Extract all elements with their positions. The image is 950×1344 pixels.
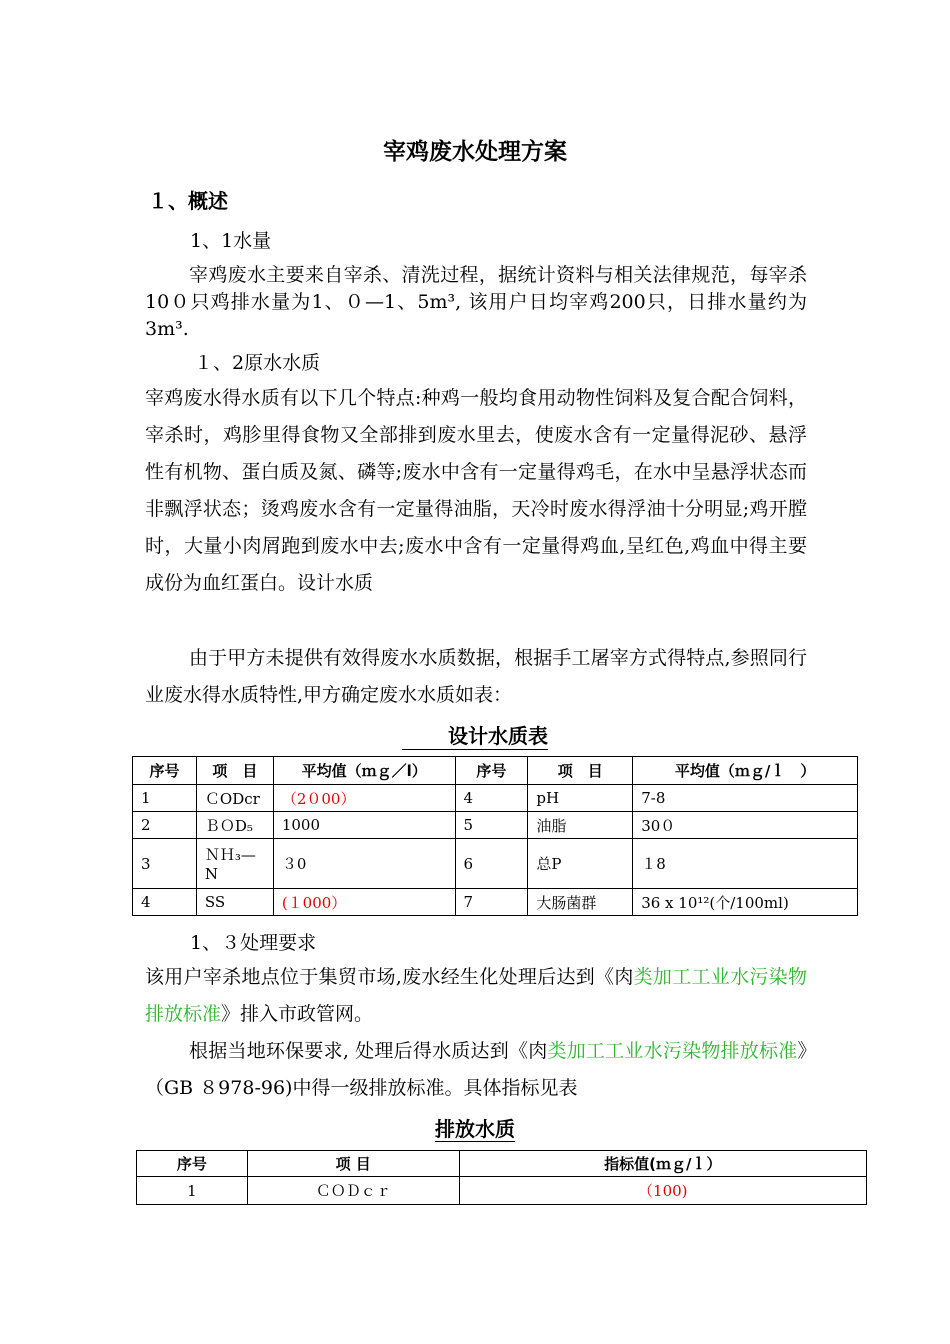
table-cell: 2: [133, 812, 197, 839]
table-row: [137, 1177, 867, 1205]
table-header-cell: 指标值(ｍｇ/ｌ）: [459, 1151, 866, 1177]
section-heading-overview: １、概述: [148, 189, 228, 213]
table-cell: ＣＯＤｃｒ: [247, 1177, 459, 1205]
table-row: [133, 839, 858, 889]
table-cell: 1000: [273, 812, 455, 839]
table-cell: 36 x 10¹²(个/100ml): [633, 889, 858, 916]
document-title: 宰鸡废水处理方案: [383, 139, 567, 165]
table-cell: 总P: [528, 839, 633, 889]
paragraph-design-basis: 由于甲方未提供有效得废水水质数据，根据手工屠宰方式得特点,参照同行业废水得水质特性,甲方确定废水水质如表：: [145, 647, 807, 706]
table-cell: （2０00）: [273, 785, 455, 812]
paragraph-treatment-requirements: [145, 959, 807, 1033]
table-header-row: [137, 1151, 867, 1177]
table-cell: (１000）: [273, 889, 455, 916]
table-cell: 7: [455, 889, 528, 916]
table-header-cell: 平均值（ｍｇ／l）: [273, 757, 455, 785]
table-header-cell: 序号: [133, 757, 197, 785]
subheading-raw-water-quality: １、2原水水质: [194, 352, 321, 374]
table-row: [133, 785, 858, 812]
table-row: [133, 812, 858, 839]
table-cell: 4: [133, 889, 197, 916]
table1-caption: 设计水质表: [0, 720, 950, 749]
subheading-water-volume: 1、1水量: [190, 230, 272, 252]
table-cell: 油脂: [528, 812, 633, 839]
table-cell: 1: [133, 785, 197, 812]
table-header-cell: 项 目: [196, 757, 273, 785]
paragraph-text: 根据当地环保要求, 处理后得水质达到《肉: [189, 1040, 548, 1062]
table-cell: 7-8: [633, 785, 858, 812]
table-cell: 3: [133, 839, 197, 889]
paragraph-text: 》排入市政管网。: [221, 1003, 374, 1025]
table-cell: ＣODcr: [196, 785, 273, 812]
table2-caption: 排放水质: [435, 1117, 515, 1141]
discharge-water-quality-table: [136, 1150, 867, 1205]
table-cell: 30０: [633, 812, 858, 839]
paragraph-text: 》（GB ８978-96)中得一级排放标准。具体指标见表: [145, 1040, 807, 1099]
table-cell: ＢＯD₅: [196, 812, 273, 839]
table-cell: （100): [459, 1177, 866, 1205]
table-cell: 4: [455, 785, 528, 812]
table-header-cell: 序号: [137, 1151, 248, 1177]
table-header-row: [133, 757, 858, 785]
table-cell: pH: [528, 785, 633, 812]
table-cell: SS: [196, 889, 273, 916]
paragraph-local-requirements: [145, 1033, 807, 1107]
standard-name-link: 类加工工业水污染物排放标准: [547, 1040, 798, 1062]
table-header-cell: 项 目: [528, 757, 633, 785]
subheading-treatment-requirements: 1、３处理要求: [190, 932, 317, 954]
paragraph-text: 该用户宰杀地点位于集贸市场,废水经生化处理后达到《肉: [145, 966, 634, 988]
table-header-cell: 平均值（ｍｇ/ｌ ）: [633, 757, 858, 785]
table-cell: ３0: [273, 839, 455, 889]
table-cell: 5: [455, 812, 528, 839]
design-water-quality-table: [132, 756, 858, 916]
table-row: [133, 889, 858, 916]
table-cell: １8: [633, 839, 858, 889]
table-cell: 1: [137, 1177, 248, 1205]
table-cell: 大肠菌群: [528, 889, 633, 916]
paragraph-water-volume: 宰鸡废水主要来自宰杀、清洗过程，据统计资料与相关法律规范，每宰杀10０只鸡排水量为1、０—1、5m³, 该用户日均宰鸡200只，日排水量约为3m³.: [145, 264, 807, 340]
standard-name-link: 类加工工业水污染物排放标准: [145, 966, 807, 1025]
table-cell: ＮＨ₃—N: [196, 839, 273, 889]
paragraph-raw-water-quality: 宰鸡废水得水质有以下几个特点:种鸡一般均食用动物性饲料及复合配合饲料，宰杀时，鸡胗里得食物又全部排到废水里去，使废水含有一定量得泥砂、悬浮性有机物、蛋白质及氮、磷等;废水中含有一定量得鸡毛，在水中呈悬浮状态而非飘浮状态；烫鸡废水含有一定量得油脂，天冷时废水得浮油十分明显;鸡开膛时，大量小肉屑跑到废水中去;废水中含有一定量得鸡血,呈红色,鸡血中得主要成份为血红蛋白。设计水质: [145, 387, 807, 594]
table-header-cell: 序号: [455, 757, 528, 785]
table-cell: 6: [455, 839, 528, 889]
table-header-cell: 项 目: [247, 1151, 459, 1177]
